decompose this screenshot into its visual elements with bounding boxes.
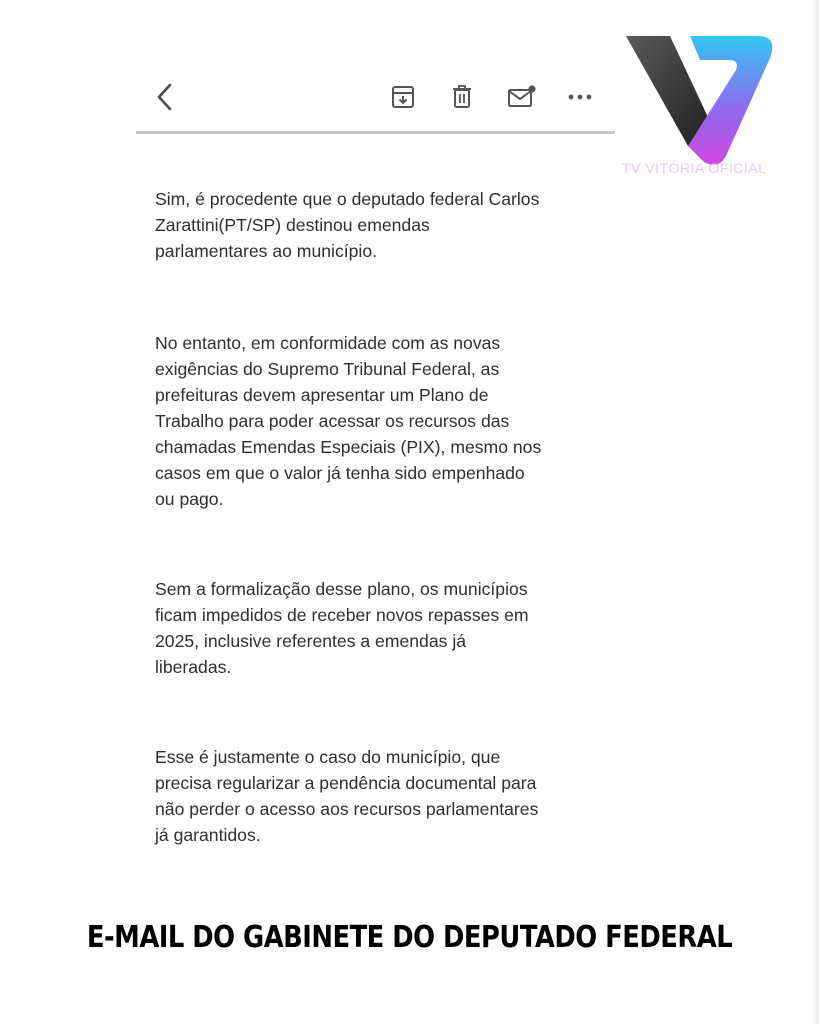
- caption-title: E-MAIL DO GABINETE DO DEPUTADO FEDERAL: [86, 920, 733, 955]
- email-paragraph: Sim, é procedente que o deputado federal Carlos Zarattini(PT/SP) destinou emendas parlamentares ao município.: [155, 189, 540, 261]
- more-options-button[interactable]: [565, 82, 595, 112]
- email-paragraph: No entanto, em conformidade com as novas exigências do Supremo Tribunal Federal, as prefeituras devem apresentar um Plano de Trabalho para poder acessar os recursos das chamadas Emendas Especiais (PIX), mesmo nos casos em que o valor já tenha sido empenhado ou pago.: [155, 333, 542, 509]
- mark-unread-button[interactable]: [507, 82, 537, 112]
- back-button[interactable]: [150, 82, 180, 112]
- tv-vitoria-logo: [618, 30, 788, 180]
- logo-watermark-text: TV VITÓRIA OFICIAL: [622, 160, 767, 176]
- archive-icon: [390, 84, 416, 110]
- email-paragraph: Sem a formalização desse plano, os municípios ficam impedidos de receber novos repasses em 2025, inclusive referentes a emendas já liberadas.: [155, 579, 529, 677]
- archive-button[interactable]: [388, 82, 418, 112]
- email-toolbar: [136, 70, 615, 126]
- toolbar-divider: [136, 131, 615, 134]
- email-paragraph: Esse é justamente o caso do município, que precisa regularizar a pendência documental para não perder o acesso aos recursos parlamentares já garantidos.: [155, 747, 539, 845]
- delete-button[interactable]: [447, 82, 477, 112]
- chevron-left-icon: [155, 82, 175, 112]
- trash-icon: [450, 84, 474, 110]
- mail-unread-icon: [507, 84, 537, 110]
- more-horizontal-icon: [567, 92, 593, 102]
- page-edge: [813, 0, 819, 1024]
